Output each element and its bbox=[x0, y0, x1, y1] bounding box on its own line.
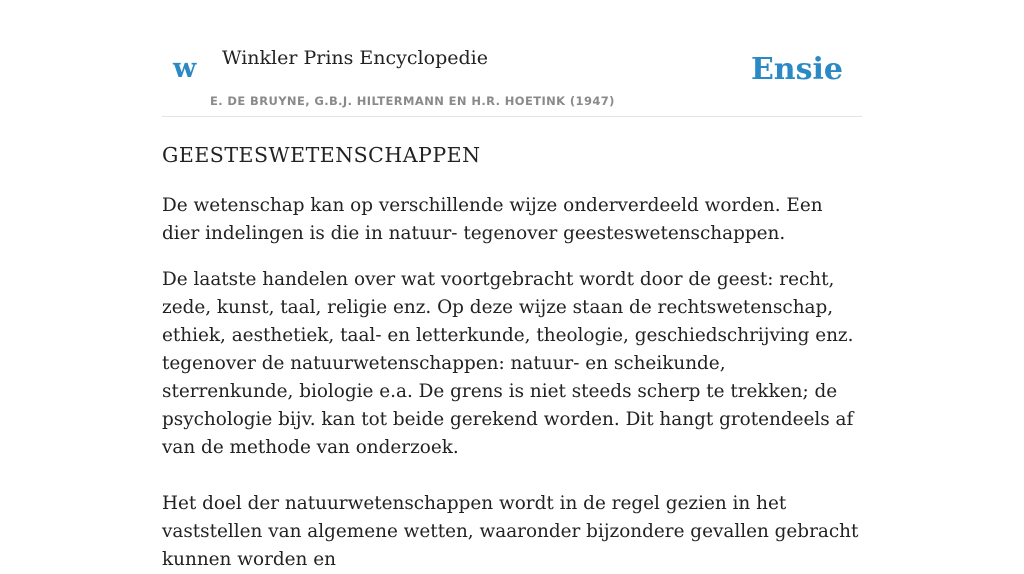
article-paragraph: De laatste handelen over wat voortgebracht wordt door de geest: recht, zede, kunst, taal, religie enz. Op deze wijze staan de rechtswetenschap, ethiek, aesthetiek, taal- en letterkunde, theologie, geschiedschrijving enz. tegenover de natuurwetenschappen: natuur- en scheikunde, sterrenkunde, biologie e.a. De grens is niet steeds scherp te trekken; de psychologie bijv. kan tot beide gerekend worden. Dit hangt grotendeels af van de methode van onderzoek. bbox=[162, 269, 854, 458]
article-title: GEESTESWETENSCHAPPEN bbox=[162, 143, 481, 167]
source-title[interactable]: Winkler Prins Encyclopedie bbox=[222, 47, 488, 69]
article-paragraph: De wetenschap kan op verschillende wijze onderverdeeld worden. Een dier indelingen is die in natuur- tegenover geesteswetenschappen. bbox=[162, 195, 823, 244]
article-paragraph: Het doel der natuurwetenschappen wordt in de regel gezien in het vaststellen van algemene wetten, waaronder bijzondere gevallen gebracht kunnen worden en bbox=[162, 493, 859, 570]
source-authors: E. DE BRUYNE, G.B.J. HILTERMANN EN H.R. HOETINK (1947) bbox=[210, 94, 615, 108]
article-body bbox=[162, 140, 862, 574]
brand-logo[interactable]: Ensie bbox=[750, 52, 843, 87]
source-logo[interactable]: w bbox=[173, 53, 197, 84]
source-header bbox=[162, 0, 862, 117]
